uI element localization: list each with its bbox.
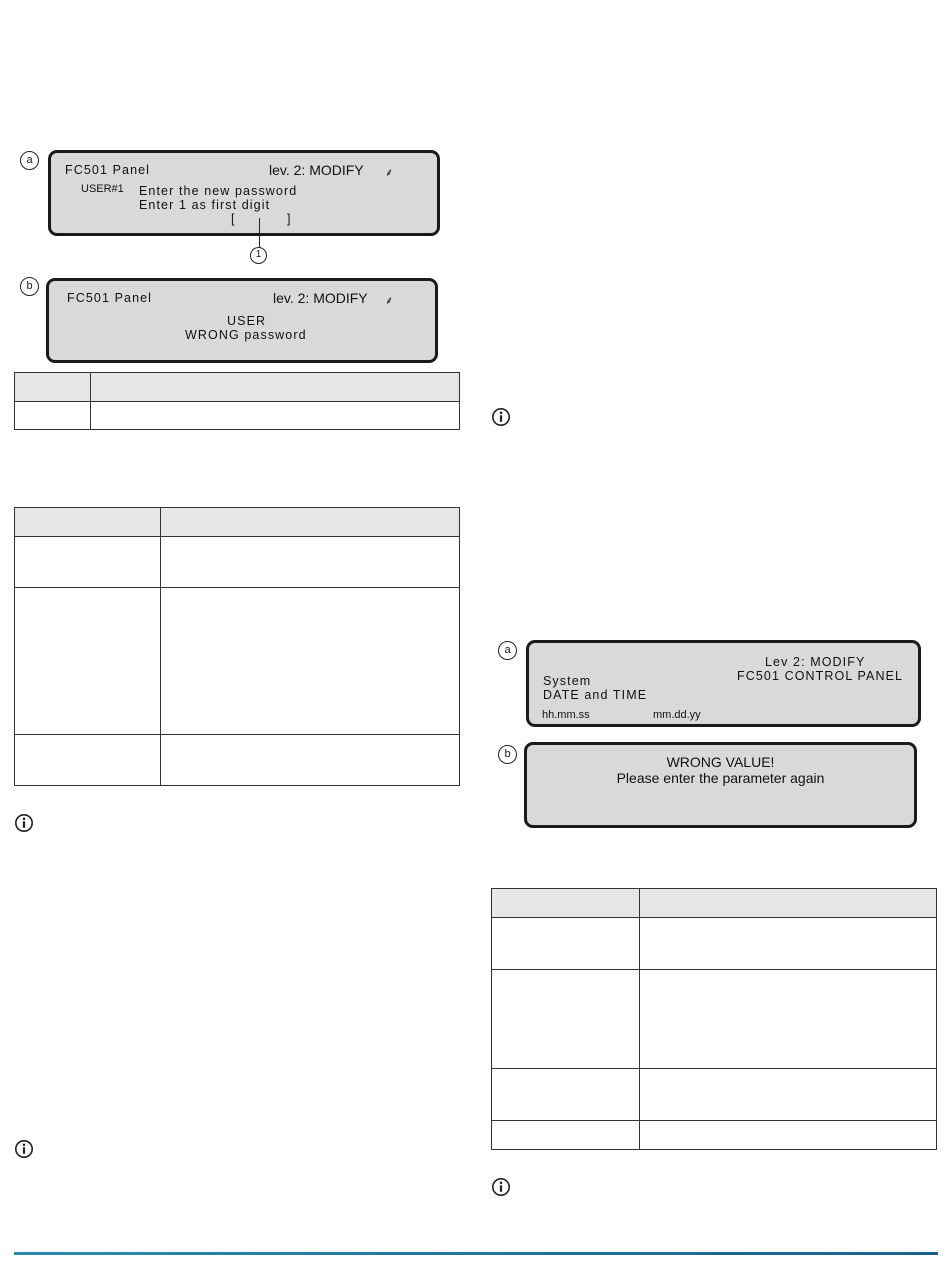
instruction-line-1: Enter the new password bbox=[139, 184, 298, 198]
cursor-arrow-icon: ⸙ bbox=[385, 167, 394, 179]
cursor-arrow-icon: ⸙ bbox=[385, 295, 394, 307]
panel-title: FC501 Panel bbox=[67, 291, 153, 305]
callout-a: a bbox=[498, 641, 517, 660]
panel-title: FC501 Panel bbox=[65, 163, 151, 177]
instruction-line-2: Enter 1 as first digit bbox=[139, 198, 271, 212]
callout-1: 1 bbox=[250, 247, 267, 264]
error-line: WRONG password bbox=[185, 328, 307, 342]
info-icon bbox=[14, 813, 34, 833]
menu-date-time: DATE and TIME bbox=[543, 688, 648, 702]
lcd-screen-password-entry bbox=[48, 150, 440, 236]
lcd-screen-wrong-password bbox=[46, 278, 438, 363]
time-format: hh.mm.ss bbox=[542, 709, 590, 721]
callout-b: b bbox=[20, 277, 39, 296]
menu-system: System bbox=[543, 674, 592, 688]
info-icon bbox=[491, 407, 511, 427]
error-message: Please enter the parameter again bbox=[616, 770, 825, 786]
lcd-screen-date-time bbox=[526, 640, 921, 727]
level-label: lev. 2: MODIFY bbox=[273, 290, 368, 306]
callout-a: a bbox=[20, 151, 39, 170]
info-icon bbox=[491, 1177, 511, 1197]
user-label: USER#1 bbox=[81, 183, 124, 195]
parameter-table-right bbox=[491, 888, 937, 1150]
input-bracket-close: ] bbox=[287, 212, 292, 226]
date-format: mm.dd.yy bbox=[653, 709, 701, 721]
footer-divider bbox=[14, 1252, 938, 1255]
lcd-screen-wrong-value bbox=[524, 742, 917, 828]
error-title: WRONG VALUE! bbox=[666, 754, 775, 770]
user-line: USER bbox=[227, 314, 267, 328]
level-label: lev. 2: MODIFY bbox=[269, 162, 364, 178]
callout-b: b bbox=[498, 745, 517, 764]
info-icon bbox=[14, 1139, 34, 1159]
level-label: Lev 2: MODIFY bbox=[765, 655, 866, 669]
control-panel-label: FC501 CONTROL PANEL bbox=[737, 669, 904, 683]
parameter-table-left bbox=[14, 507, 460, 786]
legend-table bbox=[14, 372, 460, 430]
input-bracket-open: [ bbox=[231, 212, 236, 226]
